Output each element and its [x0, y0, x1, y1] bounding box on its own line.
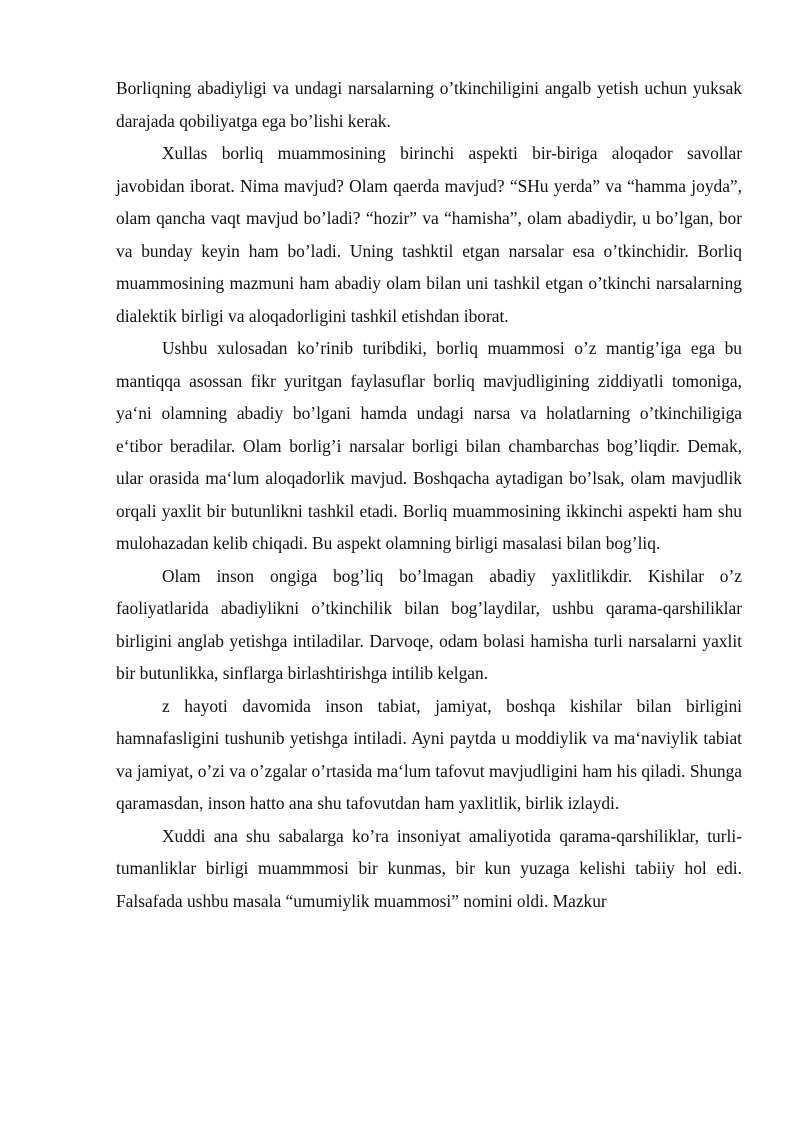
paragraph-6: Xuddi ana shu sabalarga ko’ra insoniyat amaliyotida qarama-qarshiliklar, turli-tumanliklar birligi muammmosi bir kunmas, bir kun yuzaga kelishi tabiiy hol edi. Falsafada ushbu masala “umumiylik muammosi” nomini oldi. Mazkur — [116, 825, 742, 911]
document-page — [116, 72, 742, 917]
paragraph-3: Ushbu xulosadan ko’rinib turibdiki, borliq muammosi o’z mantig’iga ega bu mantiqqa asossan fikr yuritgan faylasuflar borliq mavjudligining ziddiyatli tomoniga, ya‘ni olamning abadiy bo’lgani hamda undagi narsa va holatlarning o’tkinchiligiga e‘tibor beradilar. Olam borlig’i narsalar borligi bilan chambarchas bog’liqdir. Demak, ular orasida ma‘lum aloqadorlik mavjud. Boshqacha aytadigan bo’lsak, olam mavjudlik orqali yaxlit bir butunlikni tashkil etadi. Borliq muammosining ikkinchi aspekti ham shu mulohazadan kelib chiqadi. Bu aspekt olamning birligi masalasi bilan bog’liq. — [116, 338, 742, 553]
paragraph-5: z hayoti davomida inson tabiat, jamiyat, boshqa kishilar bilan birligini hamnafasligini tushunib yetishga intiladi. Ayni paytda u moddiylik va ma‘naviylik tabiat va jamiyat, o’zi va o’zgalar o’rtasida ma‘lum tafovut mavjudligini ham his qiladi. Shunga qaramasdan, inson hatto ana shu tafovutdan ham yaxlitlik, birlik izlaydi. — [116, 695, 742, 813]
paragraph-4: Olam inson ongiga bog’liq bo’lmagan abadiy yaxlitlikdir. Kishilar o’z faoliyatlarida abadiylikni o’tkinchilik bilan bog’laydilar, ushbu qarama-qarshiliklar birligini anglab yetishga intiladilar. Darvoqe, odam bolasi hamisha turli narsalarni yaxlit bir butunlikka, sinflarga birlashtirishga intilib kelgan. — [116, 565, 742, 683]
paragraph-2: Xullas borliq muammosining birinchi aspekti bir-biriga aloqador savollar javobidan iborat. Nima mavjud? Olam qaerda mavjud? “SHu yerda” va “hamma joyda”, olam qancha vaqt mavjud bo’ladi? “hozir” va “hamisha”, olam abadiydir, u bo’lgan, bor va bunday keyin ham bo’ladi. Uning tashktil etgan narsalar esa o’tkinchidir. Borliq muammosining mazmuni ham abadiy olam bilan uni tashkil etgan o’tkinchi narsalarning dialektik birligi va aloqadorligini tashkil etishdan iborat. — [116, 143, 742, 326]
paragraph-1: Borliqning abadiyligi va undagi narsalarning o’tkinchiligini angalb yetish uchun yuksak darajada qobiliyatga ega bo’lishi kerak. — [116, 78, 742, 131]
